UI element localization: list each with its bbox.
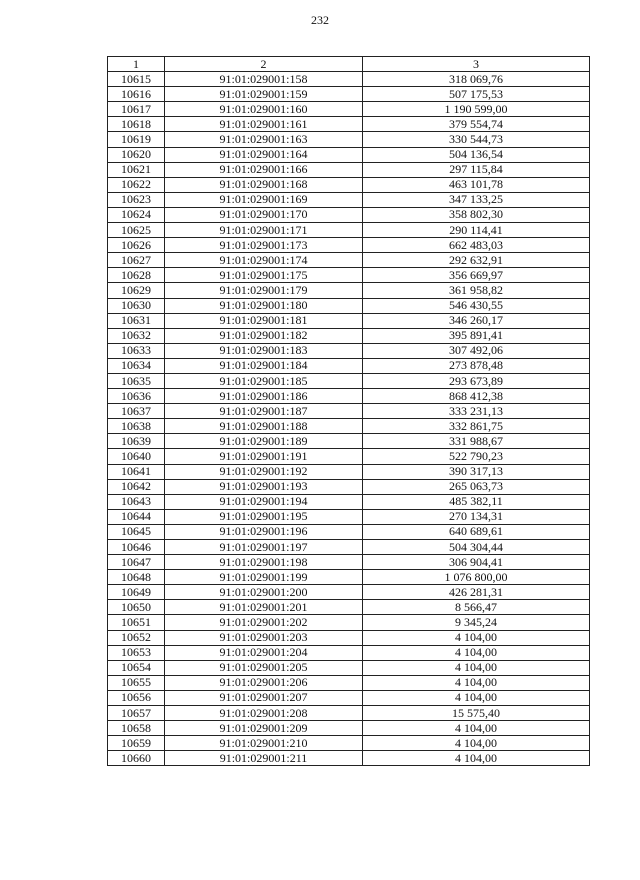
value-cell: 290 114,41: [363, 223, 590, 238]
row-number-cell: 10632: [108, 328, 165, 343]
cadastral-number-cell: 91:01:029001:174: [165, 253, 363, 268]
row-number-cell: 10649: [108, 585, 165, 600]
table-row: [108, 449, 590, 464]
value-cell: 15 575,40: [363, 706, 590, 721]
cadastral-number-cell: 91:01:029001:200: [165, 585, 363, 600]
table-row: [108, 464, 590, 479]
row-number-cell: 10615: [108, 72, 165, 87]
table-row: [108, 690, 590, 705]
value-cell: 4 104,00: [363, 751, 590, 766]
value-cell: 4 104,00: [363, 736, 590, 751]
cadastral-number-cell: 91:01:029001:168: [165, 177, 363, 192]
value-cell: 273 878,48: [363, 358, 590, 373]
row-number-cell: 10641: [108, 464, 165, 479]
table-row: [108, 117, 590, 132]
cadastral-number-cell: 91:01:029001:197: [165, 540, 363, 555]
value-cell: 4 104,00: [363, 630, 590, 645]
table-row: [108, 87, 590, 102]
row-number-cell: 10628: [108, 268, 165, 283]
table-row: [108, 600, 590, 615]
row-number-cell: 10626: [108, 238, 165, 253]
table-row: [108, 615, 590, 630]
cadastral-number-cell: 91:01:029001:163: [165, 132, 363, 147]
cadastral-number-cell: 91:01:029001:194: [165, 494, 363, 509]
value-cell: 306 904,41: [363, 555, 590, 570]
row-number-cell: 10627: [108, 253, 165, 268]
value-cell: 485 382,11: [363, 494, 590, 509]
cadastral-number-cell: 91:01:029001:184: [165, 358, 363, 373]
cadastral-number-cell: 91:01:029001:189: [165, 434, 363, 449]
row-number-cell: 10631: [108, 313, 165, 328]
table-row: [108, 675, 590, 690]
value-cell: 9 345,24: [363, 615, 590, 630]
row-number-cell: 10653: [108, 645, 165, 660]
table-row: [108, 268, 590, 283]
table-row: [108, 298, 590, 313]
row-number-cell: 10644: [108, 509, 165, 524]
value-cell: 4 104,00: [363, 645, 590, 660]
cadastral-number-cell: 91:01:029001:191: [165, 449, 363, 464]
cadastral-number-cell: 91:01:029001:207: [165, 690, 363, 705]
value-cell: 4 104,00: [363, 675, 590, 690]
cadastral-number-cell: 91:01:029001:211: [165, 751, 363, 766]
table-row: [108, 253, 590, 268]
cadastral-number-cell: 91:01:029001:164: [165, 147, 363, 162]
table-row: [108, 238, 590, 253]
table-row: [108, 706, 590, 721]
row-number-cell: 10617: [108, 102, 165, 117]
value-cell: 270 134,31: [363, 509, 590, 524]
row-number-cell: 10630: [108, 298, 165, 313]
value-cell: 361 958,82: [363, 283, 590, 298]
cadastral-number-cell: 91:01:029001:169: [165, 192, 363, 207]
page-number: 232: [311, 13, 329, 27]
value-cell: 4 104,00: [363, 690, 590, 705]
row-number-cell: 10637: [108, 404, 165, 419]
row-number-cell: 10646: [108, 540, 165, 555]
cadastral-number-cell: 91:01:029001:185: [165, 373, 363, 388]
value-cell: 395 891,41: [363, 328, 590, 343]
row-number-cell: 10652: [108, 630, 165, 645]
row-number-cell: 10659: [108, 736, 165, 751]
table-row: [108, 419, 590, 434]
row-number-cell: 10660: [108, 751, 165, 766]
table-row: [108, 660, 590, 675]
row-number-cell: 10620: [108, 147, 165, 162]
table-row: [108, 630, 590, 645]
cadastral-number-cell: 91:01:029001:201: [165, 600, 363, 615]
value-cell: 507 175,53: [363, 87, 590, 102]
cadastral-number-cell: 91:01:029001:188: [165, 419, 363, 434]
value-cell: 293 673,89: [363, 373, 590, 388]
cadastral-number-cell: 91:01:029001:199: [165, 570, 363, 585]
row-number-cell: 10633: [108, 343, 165, 358]
row-number-cell: 10634: [108, 358, 165, 373]
value-cell: 546 430,55: [363, 298, 590, 313]
table-row: [108, 404, 590, 419]
cadastral-number-cell: 91:01:029001:195: [165, 509, 363, 524]
cadastral-number-cell: 91:01:029001:161: [165, 117, 363, 132]
cadastral-number-cell: 91:01:029001:171: [165, 223, 363, 238]
row-number-cell: 10625: [108, 223, 165, 238]
row-number-cell: 10647: [108, 555, 165, 570]
table-row: [108, 192, 590, 207]
cadastral-number-cell: 91:01:029001:204: [165, 645, 363, 660]
value-cell: 333 231,13: [363, 404, 590, 419]
table-row: [108, 570, 590, 585]
table-row: [108, 509, 590, 524]
table-row: [108, 540, 590, 555]
table-row: [108, 555, 590, 570]
cadastral-number-cell: 91:01:029001:193: [165, 479, 363, 494]
row-number-cell: 10643: [108, 494, 165, 509]
cadastral-number-cell: 91:01:029001:203: [165, 630, 363, 645]
cadastral-number-cell: 91:01:029001:179: [165, 283, 363, 298]
cadastral-number-cell: 91:01:029001:192: [165, 464, 363, 479]
value-cell: 4 104,00: [363, 721, 590, 736]
row-number-cell: 10629: [108, 283, 165, 298]
row-number-cell: 10655: [108, 675, 165, 690]
row-number-cell: 10642: [108, 479, 165, 494]
cadastral-number-cell: 91:01:029001:198: [165, 555, 363, 570]
table-row: [108, 494, 590, 509]
row-number-cell: 10635: [108, 373, 165, 388]
cadastral-number-cell: 91:01:029001:181: [165, 313, 363, 328]
table-row: [108, 328, 590, 343]
cadastral-number-cell: 91:01:029001:202: [165, 615, 363, 630]
row-number-cell: 10651: [108, 615, 165, 630]
column-header-1: 1: [108, 57, 165, 72]
row-number-cell: 10658: [108, 721, 165, 736]
cadastral-number-cell: 91:01:029001:158: [165, 72, 363, 87]
table-row: [108, 177, 590, 192]
value-cell: 265 063,73: [363, 479, 590, 494]
value-cell: 307 492,06: [363, 343, 590, 358]
registry-table: [107, 56, 590, 766]
value-cell: 347 133,25: [363, 192, 590, 207]
value-cell: 332 861,75: [363, 419, 590, 434]
row-number-cell: 10619: [108, 132, 165, 147]
value-cell: 330 544,73: [363, 132, 590, 147]
cadastral-number-cell: 91:01:029001:175: [165, 268, 363, 283]
value-cell: 356 669,97: [363, 268, 590, 283]
column-header-2: 2: [165, 57, 363, 72]
cadastral-number-cell: 91:01:029001:210: [165, 736, 363, 751]
value-cell: 292 632,91: [363, 253, 590, 268]
cadastral-number-cell: 91:01:029001:187: [165, 404, 363, 419]
table-row: [108, 162, 590, 177]
value-cell: 868 412,38: [363, 389, 590, 404]
row-number-cell: 10638: [108, 419, 165, 434]
value-cell: 504 136,54: [363, 147, 590, 162]
row-number-cell: 10616: [108, 87, 165, 102]
column-header-3: 3: [363, 57, 590, 72]
row-number-cell: 10623: [108, 192, 165, 207]
row-number-cell: 10657: [108, 706, 165, 721]
header-row: [108, 57, 590, 72]
table-row: [108, 147, 590, 162]
row-number-cell: 10636: [108, 389, 165, 404]
row-number-cell: 10656: [108, 690, 165, 705]
table-row: [108, 645, 590, 660]
cadastral-number-cell: 91:01:029001:182: [165, 328, 363, 343]
row-number-cell: 10645: [108, 524, 165, 539]
cadastral-number-cell: 91:01:029001:166: [165, 162, 363, 177]
cadastral-number-cell: 91:01:029001:159: [165, 87, 363, 102]
value-cell: 358 802,30: [363, 207, 590, 222]
row-number-cell: 10621: [108, 162, 165, 177]
table-row: [108, 373, 590, 388]
cadastral-number-cell: 91:01:029001:183: [165, 343, 363, 358]
cadastral-number-cell: 91:01:029001:206: [165, 675, 363, 690]
value-cell: 1 076 800,00: [363, 570, 590, 585]
row-number-cell: 10654: [108, 660, 165, 675]
table-row: [108, 207, 590, 222]
row-number-cell: 10648: [108, 570, 165, 585]
table-row: [108, 585, 590, 600]
value-cell: 379 554,74: [363, 117, 590, 132]
table-row: [108, 751, 590, 766]
value-cell: 463 101,78: [363, 177, 590, 192]
row-number-cell: 10622: [108, 177, 165, 192]
row-number-cell: 10639: [108, 434, 165, 449]
value-cell: 346 260,17: [363, 313, 590, 328]
value-cell: 522 790,23: [363, 449, 590, 464]
cadastral-number-cell: 91:01:029001:208: [165, 706, 363, 721]
table-row: [108, 524, 590, 539]
table-row: [108, 102, 590, 117]
table-row: [108, 132, 590, 147]
value-cell: 1 190 599,00: [363, 102, 590, 117]
row-number-cell: 10640: [108, 449, 165, 464]
table-row: [108, 283, 590, 298]
table-row: [108, 434, 590, 449]
cadastral-number-cell: 91:01:029001:160: [165, 102, 363, 117]
cadastral-number-cell: 91:01:029001:196: [165, 524, 363, 539]
table-row: [108, 721, 590, 736]
table-row: [108, 358, 590, 373]
value-cell: 504 304,44: [363, 540, 590, 555]
table-row: [108, 736, 590, 751]
value-cell: 662 483,03: [363, 238, 590, 253]
value-cell: 297 115,84: [363, 162, 590, 177]
row-number-cell: 10618: [108, 117, 165, 132]
value-cell: 426 281,31: [363, 585, 590, 600]
table-row: [108, 72, 590, 87]
value-cell: 318 069,76: [363, 72, 590, 87]
table-row: [108, 479, 590, 494]
cadastral-number-cell: 91:01:029001:173: [165, 238, 363, 253]
table-row: [108, 343, 590, 358]
value-cell: 8 566,47: [363, 600, 590, 615]
cadastral-number-cell: 91:01:029001:170: [165, 207, 363, 222]
table-row: [108, 313, 590, 328]
value-cell: 4 104,00: [363, 660, 590, 675]
cadastral-number-cell: 91:01:029001:186: [165, 389, 363, 404]
row-number-cell: 10624: [108, 207, 165, 222]
cadastral-number-cell: 91:01:029001:180: [165, 298, 363, 313]
value-cell: 331 988,67: [363, 434, 590, 449]
table-row: [108, 223, 590, 238]
value-cell: 640 689,61: [363, 524, 590, 539]
row-number-cell: 10650: [108, 600, 165, 615]
cadastral-number-cell: 91:01:029001:209: [165, 721, 363, 736]
value-cell: 390 317,13: [363, 464, 590, 479]
cadastral-number-cell: 91:01:029001:205: [165, 660, 363, 675]
table-row: [108, 389, 590, 404]
